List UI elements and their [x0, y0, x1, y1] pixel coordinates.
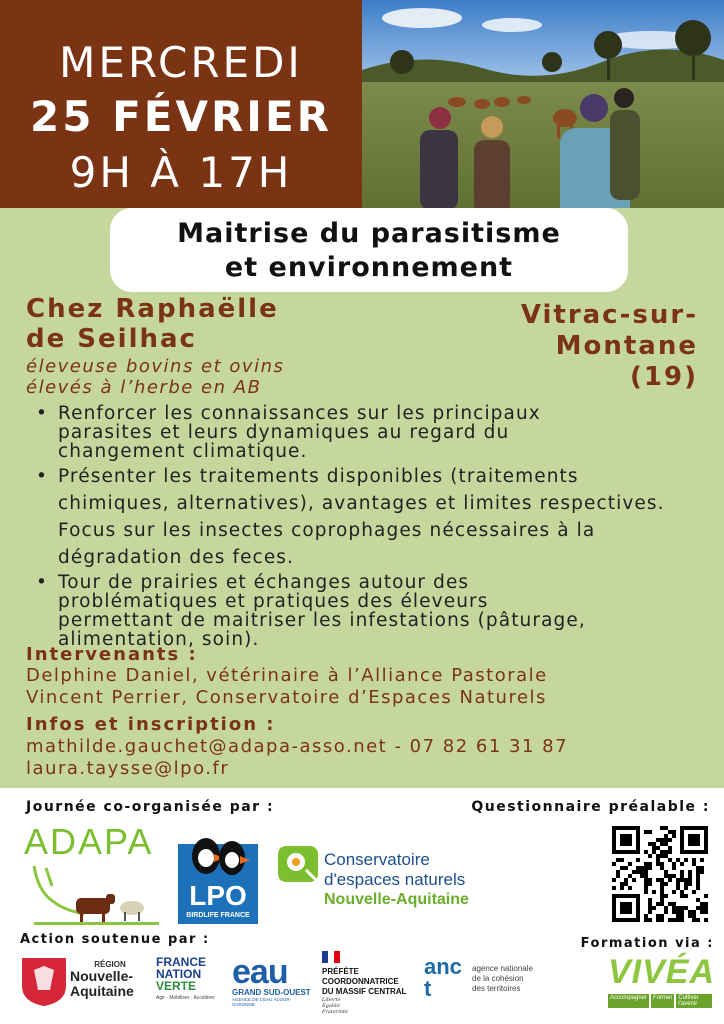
anct-logo-text: anct: [424, 954, 462, 1001]
anct-caption: [472, 964, 572, 994]
program-text: • Tour de prairies et échanges autour des: [58, 572, 470, 593]
location-line-2: Montane: [555, 331, 698, 361]
event-weekday: MERCREDI: [59, 38, 303, 87]
prefet-motto: Liberté Égalité Fraternité: [322, 997, 348, 1015]
host-name-line-2: de Seilhac: [26, 324, 197, 354]
program-list: [36, 404, 696, 649]
speakers-heading: Intervenants :: [26, 644, 198, 665]
cattle-sheep-icon: [24, 862, 164, 928]
cen-logo: [278, 844, 508, 914]
eau-sub-2: AGENCE DE L'EAU ADOUR-GARONNE: [232, 997, 292, 1007]
farm-photo: [362, 0, 724, 240]
location-line-3: (19): [630, 362, 698, 392]
contact-email-2[interactable]: laura.taysse@lpo.fr: [26, 758, 230, 779]
contact-section: [26, 714, 568, 779]
location-line-1: Vitrac-sur-: [520, 300, 698, 330]
event-hours: 9H À 17H: [69, 148, 293, 197]
cen-line-1: Conservatoire: [324, 850, 430, 869]
program-text: chimiques, alternatives), avantages et limites respectives.: [58, 493, 665, 514]
program-text: Focus sur les insectes coprophages nécessaires à la: [58, 520, 596, 541]
eau-sub: GRAND SUD-OUEST: [232, 988, 311, 997]
region-shield-icon: [20, 956, 68, 1008]
speaker-1: Delphine Daniel, vétérinaire à l’Alliance Pastorale: [26, 665, 548, 686]
anct-line-3: des territoires: [472, 984, 521, 993]
anct-logo: [424, 956, 464, 1000]
support-heading: Action soutenue par :: [20, 932, 210, 947]
anct-line-2: de la cohésion: [472, 974, 524, 983]
vivea-tag-2: Former: [651, 994, 674, 1008]
region-line-1: Nouvelle-: [70, 968, 134, 984]
france-nation-verte-logo: [156, 956, 222, 1001]
region-small: RÉGION: [94, 960, 126, 969]
vivea-logo-text: VIVÉA: [608, 953, 716, 991]
anct-line-1: agence nationale: [472, 964, 533, 973]
program-text: problématiques et pratiques des éleveurs: [58, 591, 489, 612]
qr-code-icon: [612, 826, 708, 922]
event-date: 25 FÉVRIER: [30, 92, 332, 141]
fnv-tagline: Agir · Mobiliser · Accélérer: [156, 995, 215, 1001]
vivea-logo: [608, 952, 716, 1008]
host-description: [26, 356, 284, 398]
event-title-line-2: et environnement: [224, 252, 514, 283]
host-name-line-1: Chez Raphaëlle: [26, 294, 279, 324]
training-heading: Formation via :: [580, 936, 714, 951]
speakers-section: [26, 644, 548, 709]
speaker-2: Vincent Perrier, Conservatoire d’Espaces Naturels: [26, 687, 547, 708]
contact-heading: Infos et inscription :: [26, 714, 276, 735]
program-text: alimentation, soin).: [58, 629, 260, 650]
survey-heading: Questionnaire préalable :: [471, 799, 710, 815]
contact-email-phone[interactable]: mathilde.gauchet@adapa-asso.net - 07 82 61 31 87: [26, 736, 569, 757]
event-title-box: [110, 208, 628, 292]
host-desc-line-2: élevés à l’herbe en AB: [26, 377, 262, 398]
program-text: parasites et leurs dynamiques au regard du: [58, 422, 510, 443]
prefet-line-2: COORDONNATRICE: [322, 977, 399, 986]
vivea-tag-3: Cultiver l'avenir: [676, 994, 712, 1008]
host-desc-line-1: éleveuse bovins et ovins: [26, 356, 285, 377]
adapa-logo: [24, 822, 164, 928]
agence-eau-logo: [232, 953, 312, 1007]
program-text: • Présenter les traitements disponibles (traitements: [58, 466, 579, 487]
date-banner: [0, 0, 362, 208]
cen-line-3: Nouvelle-Aquitaine: [324, 891, 469, 908]
survey-qr-code[interactable]: [612, 826, 708, 922]
lpo-logo-subtext: BIRDLIFE FRANCE: [186, 912, 250, 919]
cen-line-2: d'espaces naturels: [324, 870, 466, 889]
flower-icon: [278, 846, 318, 882]
region-logo: [70, 960, 150, 999]
adapa-logo-text: ADAPA: [24, 821, 154, 862]
program-text: • Renforcer les connaissances sur les principaux: [58, 403, 541, 424]
program-text: changement climatique.: [58, 441, 308, 462]
program-text: dégradation des feces.: [58, 547, 295, 568]
region-line-2: Aquitaine: [70, 983, 134, 999]
prefet-logo: [322, 948, 418, 1015]
event-location: [521, 300, 698, 393]
prefet-line-3: DU MASSIF CENTRAL: [322, 987, 407, 996]
program-text: permettant de maitriser les infestations (pâturage,: [58, 610, 586, 631]
fnv-line-1: FRANCE: [156, 955, 206, 969]
prefet-line-1: PRÉFÈTE: [322, 967, 359, 976]
eau-logo-text: eau: [232, 953, 288, 991]
host-name: [26, 294, 279, 354]
pasture-illustration: [362, 0, 724, 240]
french-flag-icon: [322, 951, 340, 963]
lpo-logo-text: LPO: [189, 880, 247, 911]
fnv-line-3: VERTE: [156, 979, 197, 993]
program-item: [36, 404, 696, 461]
program-item: [36, 463, 696, 571]
partners-heading: Journée co-organisée par :: [26, 799, 275, 815]
lpo-logo: [178, 832, 258, 924]
program-item: [36, 573, 696, 649]
event-title-line-1: Maitrise du parasitisme: [177, 218, 561, 249]
fnv-line-2: NATION: [156, 967, 202, 981]
vivea-tag-1: Accompagner: [608, 994, 649, 1008]
